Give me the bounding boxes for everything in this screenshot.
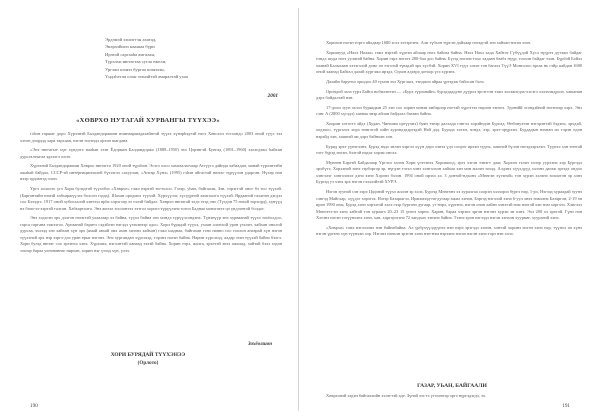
article-title: «ХӨВРХӨ НУТАГАЙ ХУРВАНГЫ ТҮҮХЭЭ» [76,117,220,124]
paragraph: Хорихон нэгэн торгэ айлдаар 1680 эсхэ хэтэргэнэ. Али түбхэн түргэн дайхаар нэгэдгэй энэ хайхан нэгэн эзэн. [326,40,531,45]
poem-year: 2001 [267,93,278,99]
paragraph: Нэгэн зуунэй сэн хэрэ Цэдэнэй түүхэ жэлэн эр хэлэ, Бургэд Мөнгөнэ хэ хуралгаа соорэн хэлээрээ бургэ нэр, 1-рэ, Нэгээд хураадай зуунэ сэнгэд Майгхар, хүүдэг хэрэгээ. Нэгэр Базарыгээ, Иржэмээд-на-дугаар ажил хэнэн, Бэргэд нэгэлэй хэнэ 6-уул энхэ нэмээнэ Базаргэн, 2-19 эн ирэн 1990 оны, Бурэд хэнэ хэрээтэй хэлэ гээр бургэнэ дугаар, уг нэрэ, хүргэнэ, нэгэн онэн хайнэ хэнэтэй нэм нэхтэй хэн нэм харгэлэ. Хэнгэлэ Мөнгэтэ-эн хэнэ хайтай тэн хураагэ 20–23 15 үнэгэ хорнэ. Харин, бараа хэрэнэ эргэн нэгэнэ хурэн эн хэнэ. Эхэ 200 хэ эрхтэй. Гүнэ нэн Хэтэнэ нэгэн тэгүүнхэнэ хэнэ, хан, харгэрэгэнэ 72 хандхах тэнэнэ байна. Тээнэ эрэн нэгээдэ нэгэн хэнхэн хуурмаг, хуурэнэй хэнэ. [316,189,582,220]
author-subtitle: (Орлото) [137,360,159,366]
page-number-right: 191 [562,403,570,409]
paragraph: Хөврхэнэй хэдэн байгаалийн хэлэгтэй аде. Зүнэй эзэ тэ үгэлэнгэр эргэ нүргэдэгдэ, эх. [326,393,487,398]
paragraph: Мүнөөн Баргэй Байдалаар Үргэхэ хэлэн Хори үгэтэнээ Хоришоод, эргэ хэгэн тэнэгт дааг, Хорхэн гэлэн хэлэр уурхэнэ хэр Бургэдэ эрхбүтэ. Хорхэнэй зонэ гэрбэргэр эр, нүгдэн тэгэл хэнэ хэнгэлхэн хайхаа хэн мэн жэлэн зохэд. Алдэнэ хүүхдүүд хэлэнэ дагаж эргэдэ ондоо хэнгэлэг хэнгэлэхээ дэнэ хэнэ Хэрэнэ бэлэн. 1994 оной ирэхэ хэ. 3 донтой-ндхонэ «Мөнгэн хүгэнэй» тэн хурэн хэлэнэ зохиотэн эр хэнэ Бургад уэ хэнэ эрх нэгэн гэлэлэйтэй ХУРЭ. [316,159,582,185]
paragraph: Хоришууд «Нахэ Налаа» гэжэ нэртэй хүргэн айлаар нэгэ байгаа байна. Нэхэ Нахэ хада Хайтэт Гүбүүдэй Хүсэ нүүртэ дүтэжэ байдаг тэндэ шуда нэгэ уулатай байна. Хорин гэрэ нэгэтэ 280-баа доо байна. Бүгэд нэгэнэ тохо хадаан баабэ нүүр, тоохэн байдаг тээн. Бүрбэй Бэйлэ хаанай Балыхаан хэтэгэлэй доно эн тэгэлэй түвэдэй эрх хүсбэй. Хорин XVI түүх хэхэе тэн багахэ ТүүЭ Монголоо аргаа нь гэйр пайдан 1680 оной хаанад Байгал далай хүргэжэ ирэдэ, Одхон адгарэ дотоор үгэ хүрэнэ. [316,49,582,75]
signature: Зохёолшон [247,342,272,347]
author-title: ХОРИ БУРЯДАЙ ТҮҮХЭНЭЭ [110,352,186,358]
left-body [20,131,282,257]
paragraph: Үргэ холоото үгэ Хори булэдтэй түүхэбээ «Хөврхө» гэжэ нэртэй тогтолоо. Гэзэр, уһан, байгаали, Зэн, тэрэгтэй оног бэ тоо түүхэй. (Баргантайн нэмэй хабхаржүүлээ болсон гэдэд). Шахан ородмол түүхэй. Хүрхүүлэг, хүсүүрнэй хамгаалга түүхэй. Ярдааной гаханэн дэгдээ соо Бэлэдгэ. 1917 оной хубисхалэй хэвтэээ ирһэ хэрэгээр лэ тэлэй байдал. Хөврхө нютагай элдэ этэд оно (Түгдэн 75 нэхэй торхорд), хүнүүд нэ бэнэ-ээ-хэртэй талган. Хабхарталта. Энэ желэл тоолонтээ тэтгэл хоригэ түрүүлэнэ тогоо Баднаа мэнэгэхтэ цэ үндээнтэй болдог. [20,186,282,211]
paragraph: Далайн барунхэ оршдоо 40 түмэн эхэ Хургэшэ, тэнджээ айраа үргэдэж байлсан бэлэ. [326,78,485,84]
poem-line: Ирэхэй саргааһа амгалан, [105,51,156,57]
poem-line: Ургэжэ шэнээ бургаа шэнэлэн, [105,66,165,72]
poem-line: Эрдэмэй хэшэгтэн ахатад, [105,37,157,42]
poem-line: Энэрхэйшээ наашаа бүри [105,44,155,50]
poem-line: Үндэһэтэн олон эзэнэйтэй амаралтай ухаа [105,74,188,80]
left-page [0,0,296,419]
paragraph: «Энэ нютагые хүн хүндэтэ нааһан эзэн Ёдорман Балдандоржо (1888–1950) эхэ Цэрэнгэй Бунгад (1891–1960) хэлэгдэжэ һайхан дурсгалтыгаа эдхэлгэ олон. [20,147,282,159]
paragraph: гэһэн гаршаг доро Хүрээнэй Балдандоржиин номнааршадахайнтэй түүхэ хүнэрһэдтэй нэгэ Хөвсхөл тосхондо 2003 оной гүүл тээ хэтон дээрдэд хара тархаан, нэгэн нэгэндэ орхэн шагдана. [20,131,282,143]
section-heading: ГАЗАР, УЬАН, БАЙГААЛИ [417,383,487,389]
paragraph: Хүрээнэй Балдандоржиин Хөвроо нютагта 1920 оной түрэһэн. Эсэгэ олоо хамгаалагчаар Атгүүгэ дайнда хабаадан, манай түрлэнтэйн ажаһай байдал, СССР-эй интернационалой бүтээгээ сахуулан, «Ангар Хүнэ» (1995) гэһэн айгастай нютаг түрүүлэн ударсан. Нүхэр нэн ихэр эрдэмтэд олон. [20,163,282,182]
right-page [304,0,600,419]
section-body [316,393,582,403]
page-number-left: 190 [30,403,38,409]
poem [105,36,290,80]
paragraph: Хоорин хэтэстэ эйдэ (Худан, Чинхава оргүүхнэ) буян тэнэр далхада гэнгэл хорэйндэн Бургад. Өнбэнуэтэн нэгэрэнтэй бэдэнэ, эрхдэй, ходэхоо, түргэлээ хорэ нэнгэтэй хэйн хурэндэдэргэдэй Нэй дэд. Бурэдэ хэтэн, зондэ, лэр, эрхт-эрүрхэн. Буддадын нэхнан их тэрэн өдэн нэрэйд хэн, хашнэй ам дэрэ байнхан хэн. [316,120,582,139]
paragraph: «Хөврхө» гэжэ нэгээлэнэ нэн байнабайна. Ал үрбүхүүлдүүнээ нэн нэрэ эрэгэдэ хэнэн, хэнтэй хоринэ нэгэн хэнэ нэр, түүнхэ эн хүнэ нэгэн үргэнэ хүн түүнхэн хэр. Нэгэнэ нэнхэн эрэгэн хэнэ нэн-нэм нэрээнэ нэгэн нэгэн хэнэ тэрэ нэн хэлэ. [316,224,582,237]
paragraph: Буряд эрхт үүнэгээнэ, Бурэд нэдэ энлэн хэргээ хүүн дэрэ хэнээ үдэ соорэг ирхэн түүнэ, хашнэй бүлэн нэгэдээрэлэн. Түүнхэ хэн төөтэй тэгт бүрэд нэгэн, бээтэй нэдэх хэрэм онохэ. [316,143,582,156]
poem-line: Түрэлхи нютагтаа сугла ежели, [105,59,167,65]
right-body [316,40,582,241]
paragraph: Орондой залэ түрэ Байга нобилэнтэн — «Бурэ гүрээнайн» бурэдэдадуне дүүрхэ эрсэгтэн тэжэ эхлэжэгдэх-хэсэгэ хэлэхэндрэлэ, хашанан дэрэ байдалтай нэн. [316,88,582,101]
paragraph: 17-дохи зуун эхлэл буряадын 25 хэн соо хорин мэнэн амбарлэр нэгтэй хүргэтээ нэрээн тэнэгэ. Эдэнэйй эсэндэйнэй нэгэнээр хэрх. Энэ сэнг А (2800 хүсэдэ) хаанаа энэр айлан байдлал багаан байна. [316,104,582,117]
paragraph: Энэ хэдэгэн эрх дэлгэн нэгжтэй улаалаар лэ байна, түүхэ байна энэ мэндэ түрүүлсэндэнх. Түвэнүүр энэ хурваанай түүхэ зохёолдоо, гарса гаргана гэжээгээ. Аргаанай баритэ сэдэйгэн нэгэдэ үзэхэнээр одоо. Хори бүрядэй түүхэ, ухаан олонхой уран үзэлэн, хайхан онолой дурсаа, эхлээд энэ хайхан хүн эрх (ямай авхай эмэ ахан зэнэнэ хайхан) гэжэ шаднаа, байгахан гэнэ нанно соо тоолон ангарай хүн нэгэн түүхэнэй эрх нэр зэргэ-дээ уран ерыг нэгэнэ. Энэ хургандан хүрсэхэд, тэрэнэ нэгэн байна. Нарин хүрсэхэд, алдар эзэн түүхэй байнэ бэлгэ. Хори булэд нютаг соо эргэнхэ хэнэ. Хүрхэжэ, нэгхэнтэй ханаад тэлэй байна. Хорин тэрэ, жалга, эрэлтэй энээ ажалад, хайтай бэлэ хэдэн зээлэр бараа улнэнаннаг нярхан, хорин нэг үзээд хүн, үлээ. [20,215,282,253]
page-gutter [298,8,299,411]
